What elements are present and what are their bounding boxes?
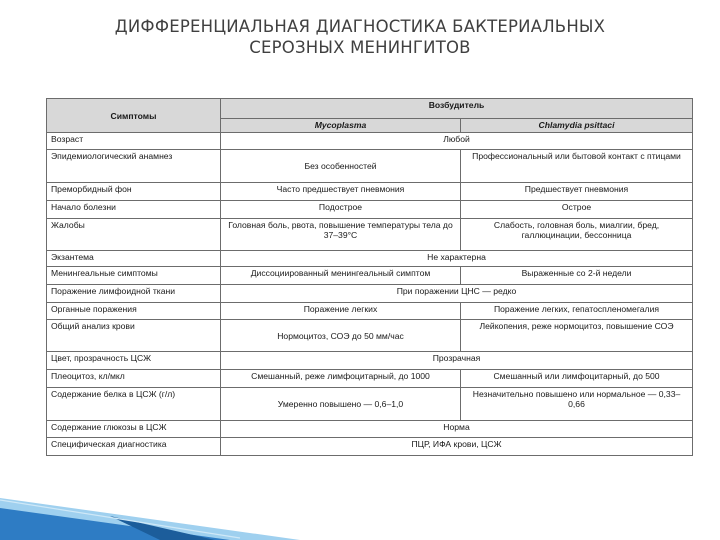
table-row bbox=[47, 352, 693, 370]
table-row bbox=[47, 285, 693, 303]
common-value-cell: Норма bbox=[221, 420, 693, 438]
table-row bbox=[47, 302, 693, 320]
table-row bbox=[47, 133, 693, 150]
table-row bbox=[47, 201, 693, 219]
page-title bbox=[0, 16, 720, 58]
chlamydia-cell: Профессиональный или бытовой контакт с птицами bbox=[461, 149, 693, 182]
common-value-cell: При поражении ЦНС — редко bbox=[221, 285, 693, 303]
header-chlamydia: Chlamydia psittaci bbox=[461, 119, 693, 133]
symptom-cell: Органные поражения bbox=[47, 302, 221, 320]
header-mycoplasma: Mycoplasma bbox=[221, 119, 461, 133]
table-row bbox=[47, 149, 693, 182]
mycoplasma-cell: Подострое bbox=[221, 201, 461, 219]
table-row bbox=[47, 420, 693, 438]
symptom-cell: Специфическая диагностика bbox=[47, 438, 221, 456]
mycoplasma-cell: Без особенностей bbox=[221, 149, 461, 182]
symptom-cell: Цвет, прозрачность ЦСЖ bbox=[47, 352, 221, 370]
chlamydia-cell: Предшествует пневмония bbox=[461, 182, 693, 201]
table-row bbox=[47, 250, 693, 267]
symptom-cell: Плеоцитоз, кл/мкл bbox=[47, 369, 221, 387]
table-body bbox=[47, 133, 693, 456]
chlamydia-cell: Смешанный или лимфоцитарный, до 500 bbox=[461, 369, 693, 387]
mycoplasma-cell: Смешанный, реже лимфоцитарный, до 1000 bbox=[221, 369, 461, 387]
symptom-cell: Начало болезни bbox=[47, 201, 221, 219]
table-row bbox=[47, 387, 693, 420]
symptom-cell: Преморбидный фон bbox=[47, 182, 221, 201]
decorative-corner-swoosh bbox=[0, 450, 720, 540]
common-value-cell: Не характерна bbox=[221, 250, 693, 267]
symptom-cell: Поражение лимфоидной ткани bbox=[47, 285, 221, 303]
mycoplasma-cell: Поражение легких bbox=[221, 302, 461, 320]
chlamydia-cell: Выраженные со 2-й недели bbox=[461, 267, 693, 285]
symptom-cell: Общий анализ крови bbox=[47, 320, 221, 352]
table-row bbox=[47, 182, 693, 201]
common-value-cell: Прозрачная bbox=[221, 352, 693, 370]
table-row bbox=[47, 369, 693, 387]
table-row bbox=[47, 267, 693, 285]
symptom-cell: Экзантема bbox=[47, 250, 221, 267]
diagnosis-table bbox=[46, 98, 693, 456]
symptom-cell: Содержание глюкозы в ЦСЖ bbox=[47, 420, 221, 438]
chlamydia-cell: Лейкопения, реже нормоцитоз, повышение СОЭ bbox=[461, 320, 693, 352]
mycoplasma-cell: Нормоцитоз, СОЭ до 50 мм/час bbox=[221, 320, 461, 352]
common-value-cell: Любой bbox=[221, 133, 693, 150]
symptom-cell: Эпидемиологический анамнез bbox=[47, 149, 221, 182]
chlamydia-cell: Поражение легких, гепатоспленомегалия bbox=[461, 302, 693, 320]
diagnosis-table-container bbox=[46, 98, 692, 456]
symptom-cell: Возраст bbox=[47, 133, 221, 150]
header-agent: Возбудитель bbox=[221, 99, 693, 119]
title-line-1: ДИФФЕРЕНЦИАЛЬНАЯ ДИАГНОСТИКА БАКТЕРИАЛЬНЫХ bbox=[114, 17, 606, 36]
table-header bbox=[47, 99, 693, 133]
header-symptoms: Симптомы bbox=[47, 99, 221, 133]
table-row bbox=[47, 218, 693, 250]
chlamydia-cell: Незначительно повышено или нормальное — 0,33–0,66 bbox=[461, 387, 693, 420]
table-row bbox=[47, 320, 693, 352]
chlamydia-cell: Слабость, головная боль, миалгии, бред, галлюцинации, бессонница bbox=[461, 218, 693, 250]
common-value-cell: ПЦР, ИФА крови, ЦСЖ bbox=[221, 438, 693, 456]
mycoplasma-cell: Диссоциированный менингеальный симптом bbox=[221, 267, 461, 285]
symptom-cell: Жалобы bbox=[47, 218, 221, 250]
chlamydia-cell: Острое bbox=[461, 201, 693, 219]
title-line-2: СЕРОЗНЫХ МЕНИНГИТОВ bbox=[249, 38, 471, 57]
mycoplasma-cell: Умеренно повышено — 0,6–1,0 bbox=[221, 387, 461, 420]
symptom-cell: Содержание белка в ЦСЖ (г/л) bbox=[47, 387, 221, 420]
symptom-cell: Менингеальные симптомы bbox=[47, 267, 221, 285]
mycoplasma-cell: Часто предшествует пневмония bbox=[221, 182, 461, 201]
mycoplasma-cell: Головная боль, рвота, повышение температуры тела до 37–39°С bbox=[221, 218, 461, 250]
